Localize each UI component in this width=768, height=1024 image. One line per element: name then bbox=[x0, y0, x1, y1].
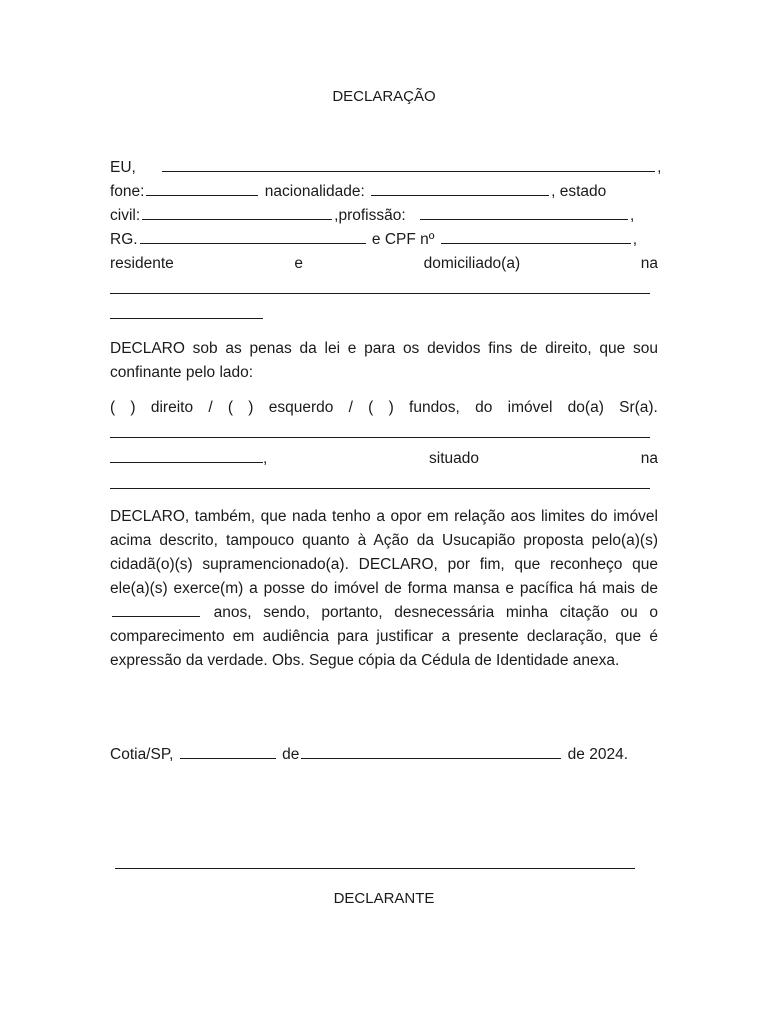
situado-word: situado bbox=[429, 450, 480, 467]
e-word: e bbox=[294, 255, 304, 272]
residente-word: residente bbox=[110, 255, 174, 272]
identification-block bbox=[110, 156, 662, 319]
side-word-11: fundos, bbox=[409, 399, 460, 416]
numero-label: nº bbox=[420, 231, 435, 248]
declaro-tambem-end: anos, sendo, portanto, desnecessária minha citação ou o comparecimento em audiência para justificar a presente declaração, que é expressão da verdade. Obs. Segue cópia da Cédula de Identidade anexa. bbox=[110, 604, 658, 669]
sides-line bbox=[110, 396, 658, 420]
side-word-10: ) bbox=[388, 399, 394, 416]
estado-label: , estado bbox=[551, 183, 607, 200]
phone-blank[interactable] bbox=[146, 180, 258, 196]
eu-label: EU, bbox=[110, 159, 136, 176]
location-blank[interactable] bbox=[110, 473, 650, 489]
situado-line: , situado na bbox=[110, 447, 658, 471]
side-word-14: do(a) bbox=[567, 399, 604, 416]
civil-label: civil: bbox=[110, 207, 141, 224]
civil-line: civil: ,profissão: , bbox=[110, 204, 658, 228]
de-label: de bbox=[282, 746, 300, 763]
side-word-9: ( bbox=[368, 399, 374, 416]
address-blank-2[interactable] bbox=[110, 303, 263, 319]
domiciliado-word: domiciliado(a) bbox=[423, 255, 521, 272]
side-word-6: ) bbox=[248, 399, 254, 416]
e-label: e bbox=[371, 231, 381, 248]
side-word-3: direito bbox=[150, 399, 194, 416]
declaro-confinante: DECLARO sob as penas da lei e para os devidos fins de direito, que sou confinante pelo lado: bbox=[110, 340, 658, 381]
side-word-4: / bbox=[208, 399, 213, 416]
side-word-7: esquerdo bbox=[268, 399, 334, 416]
rg-blank[interactable] bbox=[140, 228, 366, 244]
fone-line bbox=[110, 180, 658, 204]
month-blank[interactable] bbox=[301, 743, 561, 759]
eu-line: EU, , bbox=[110, 156, 658, 180]
cpf-blank[interactable] bbox=[441, 228, 631, 244]
day-blank[interactable] bbox=[180, 743, 276, 759]
name-blank[interactable] bbox=[162, 156, 655, 172]
rg-label: RG. bbox=[110, 231, 138, 248]
declaro-tambem bbox=[110, 505, 658, 673]
rg-line: RG. e CPF nº , bbox=[110, 228, 658, 252]
address-blank-1[interactable] bbox=[110, 278, 650, 294]
signature-line[interactable] bbox=[115, 853, 635, 869]
side-word-15: Sr(a). bbox=[619, 399, 658, 416]
declaro-tambem-text: DECLARO, também, que nada tenho a opor em relação aos limites do imóvel acima descrito, tampouco quanto à Ação da Usucapião proposta pelo(a)(s) cidadã(o)(s) supramencionado(a). DECLARO, por fim, que reconheço que ele(a)(s) exerce(m) a posse do imóvel de forma mansa e pacífica há mais de bbox=[110, 508, 658, 597]
side-word-8: / bbox=[348, 399, 353, 416]
neighbor-name-blank[interactable] bbox=[110, 422, 650, 438]
side-word-13: imóvel bbox=[507, 399, 553, 416]
document-title: DECLARAÇÃO bbox=[332, 88, 436, 105]
declarante-label: DECLARANTE bbox=[333, 890, 435, 907]
nacionalidade-label: nacionalidade: bbox=[264, 183, 365, 200]
residente-line bbox=[110, 252, 658, 276]
side-word-1: ( bbox=[110, 399, 116, 416]
date-line bbox=[110, 743, 658, 767]
city-label: Cotia/SP, bbox=[110, 746, 174, 763]
marital-status-blank[interactable] bbox=[142, 204, 332, 220]
sides-block bbox=[110, 396, 658, 489]
side-word-12: do bbox=[475, 399, 493, 416]
profession-blank[interactable] bbox=[420, 204, 628, 220]
side-word-2: ) bbox=[130, 399, 136, 416]
situado-na-word: na bbox=[640, 450, 658, 467]
year-label: de 2024. bbox=[567, 746, 629, 763]
nationality-blank[interactable] bbox=[371, 180, 549, 196]
na-word: na bbox=[640, 255, 658, 272]
years-blank[interactable] bbox=[112, 601, 200, 617]
neighbor-extra-blank[interactable] bbox=[110, 447, 263, 463]
side-word-5: ( bbox=[227, 399, 234, 416]
cpf-label: CPF bbox=[384, 231, 416, 248]
fone-label: fone: bbox=[110, 183, 145, 200]
profissao-label: ,profissão: bbox=[334, 207, 406, 224]
